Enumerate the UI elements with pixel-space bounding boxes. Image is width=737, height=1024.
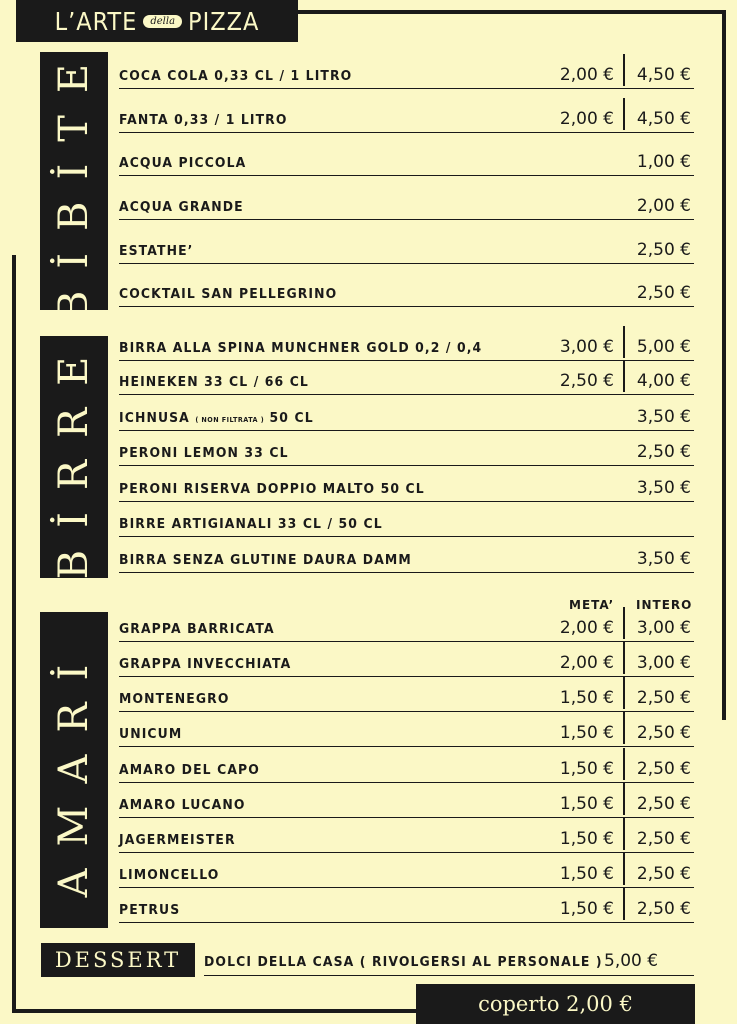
item-price-large: 2,50 € [636,759,691,779]
section-amari-title: AMARİ [51,642,97,898]
item-name: ESTATHE’ [119,243,194,259]
menu-row [119,58,694,89]
price-separator [623,712,625,744]
section-bibite-banner [40,41,108,321]
price-separator [623,888,625,920]
restaurant-logo [16,0,298,42]
price-separator [623,677,625,709]
frame-bottom-line [12,1009,416,1013]
item-name-suffix: 50 CL [269,410,314,426]
section-amari-banner [40,612,108,928]
item-name-main: ICHNUSA [119,410,190,426]
item-name: PERONI RISERVA DOPPIO MALTO 50 CL [119,481,425,497]
menu-row [119,646,694,677]
price-separator [623,326,625,358]
item-price: 2,50 € [636,442,691,462]
item-price-large: 2,50 € [636,794,691,814]
column-header-full: INTERO [636,598,693,612]
item-price-large: 5,00 € [636,337,691,357]
item-price: 3,50 € [636,407,691,427]
item-name: ACQUA GRANDE [119,199,244,215]
menu-row [119,787,694,818]
item-price: 2,00 € [636,196,691,216]
item-price-large: 2,50 € [636,864,691,884]
menu-row [119,611,694,642]
column-header-half: META’ [569,598,615,612]
item-name: PETRUS [119,902,181,918]
item-price-large: 3,00 € [636,653,691,673]
menu-row [119,400,694,431]
item-name: GRAPPA BARRICATA [119,621,275,637]
cover-charge: coperto 2,00 € [416,984,695,1024]
item-price-small: 2,00 € [559,618,614,638]
menu-row [119,822,694,853]
item-price-small: 1,50 € [559,864,614,884]
item-price-small: 3,00 € [559,337,614,357]
item-name: GRAPPA INVECCHIATA [119,656,292,672]
item-name [119,410,314,426]
item-name: BIRRA ALLA SPINA MUNCHNER GOLD 0,2 / 0,4 [119,340,483,356]
item-price-large: 2,50 € [636,829,691,849]
menu-row [119,542,694,573]
menu-row [119,752,694,783]
menu-row [119,276,694,307]
menu-row [119,471,694,502]
item-price-small: 1,50 € [559,829,614,849]
price-separator [623,748,625,780]
price-separator [623,360,625,392]
item-name: UNICUM [119,726,183,742]
logo-left: L’ARTE [54,6,138,36]
item-price-large: 4,50 € [636,65,691,85]
logo-della: della [143,15,182,28]
dessert-label: DESSERT [41,943,195,977]
menu-row [119,233,694,264]
menu-row [119,102,694,133]
frame-top-line [298,10,726,14]
menu-row [119,145,694,176]
menu-row [119,364,694,395]
item-price-small: 2,00 € [559,653,614,673]
item-price-small: 2,00 € [559,65,614,85]
menu-row [119,435,694,466]
item-price: 2,50 € [636,283,691,303]
item-price-small: 2,00 € [559,109,614,129]
item-name: FANTA 0,33 / 1 LITRO [119,112,288,128]
item-name: BIRRE ARTIGIANALI 33 CL / 50 CL [119,516,383,532]
item-name: PERONI LEMON 33 CL [119,445,289,461]
item-name: BIRRA SENZA GLUTINE DAURA DAMM [119,552,412,568]
price-separator [623,853,625,885]
item-note: ( NON FILTRATA ) [195,416,265,424]
price-separator [623,54,625,86]
price-separator [623,98,625,130]
item-name: HEINEKEN 33 CL / 66 CL [119,374,309,390]
item-name: JAGERMEISTER [119,832,236,848]
item-price-large: 2,50 € [636,688,691,708]
section-bibite-title: BİBİTE [51,41,97,321]
price-separator [623,783,625,815]
item-name: LIMONCELLO [119,867,220,883]
item-price-large: 4,50 € [636,109,691,129]
item-price-small: 2,50 € [559,371,614,391]
item-price-small: 1,50 € [559,899,614,919]
frame-left-line [12,255,16,1013]
item-name: AMARO DEL CAPO [119,762,260,778]
price-separator [623,607,625,639]
menu-row [119,857,694,888]
item-price-large: 3,00 € [636,618,691,638]
item-price: 3,50 € [636,549,691,569]
menu-row [119,892,694,923]
item-price-large: 2,50 € [636,723,691,743]
logo-right: PIZZA [188,6,260,36]
menu-row [119,330,694,361]
item-price-large: 2,50 € [636,899,691,919]
item-price-small: 1,50 € [559,794,614,814]
section-birre-banner [40,336,108,578]
item-name: COCA COLA 0,33 CL / 1 LITRO [119,68,353,84]
item-price-small: 1,50 € [559,723,614,743]
dessert-price: 5,00 € [604,951,659,971]
item-price-small: 1,50 € [559,759,614,779]
item-price-small: 1,50 € [559,688,614,708]
item-name: AMARO LUCANO [119,797,246,813]
menu-row [119,681,694,712]
menu-row [119,506,694,537]
item-name: MONTENEGRO [119,691,230,707]
item-name: ACQUA PICCOLA [119,155,247,171]
menu-row [119,716,694,747]
price-separator [623,642,625,674]
menu-row [119,189,694,220]
price-separator [623,818,625,850]
item-name: COCKTAIL SAN PELLEGRINO [119,286,338,302]
dessert-item-name: DOLCI DELLA CASA ( RIVOLGERSI AL PERSONALE ) [204,954,603,970]
frame-right-line [722,10,726,720]
item-price: 2,50 € [636,240,691,260]
section-birre-title: BİRRE [51,334,97,580]
dessert-row [204,945,694,976]
item-price: 3,50 € [636,478,691,498]
item-price-large: 4,00 € [636,371,691,391]
item-price: 1,00 € [636,152,691,172]
